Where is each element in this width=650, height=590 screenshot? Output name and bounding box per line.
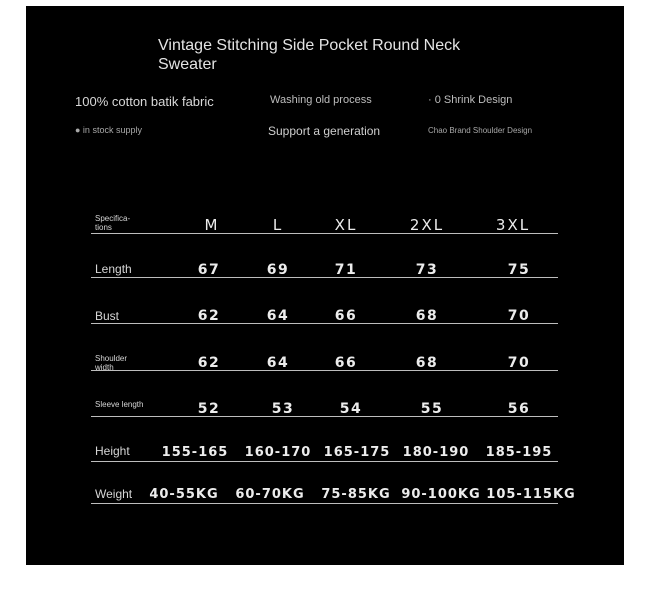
table-cell: 54: [339, 401, 363, 417]
table-cell: 64: [266, 308, 290, 324]
table-cell: 73: [415, 262, 439, 278]
table-cell: 68: [415, 308, 439, 324]
feature-stock-supply: ● in stock supply: [75, 125, 142, 135]
header-label: Specifica-tions: [95, 214, 131, 232]
table-cell: 69: [266, 262, 290, 278]
feature-washing-process: Washing old process: [270, 94, 372, 106]
table-cell: 62: [197, 308, 221, 324]
row-label: Length: [95, 262, 132, 276]
table-cell: 53: [271, 401, 295, 417]
table-row: [91, 370, 558, 371]
table-cell: 68: [415, 355, 439, 371]
table-cell: 185-195: [485, 445, 553, 460]
size-header: M: [204, 216, 220, 234]
size-header: 3XL: [495, 216, 531, 234]
size-chart-card: [26, 6, 624, 565]
size-header: L: [272, 216, 284, 234]
table-cell: 56: [507, 401, 531, 417]
table-cell: 180-190: [402, 445, 470, 460]
table-cell: 90-100KG: [401, 487, 481, 502]
row-label: Bust: [95, 309, 120, 323]
row-label: Height: [95, 444, 130, 458]
size-header: XL: [334, 216, 358, 234]
row-label: Shoulder width: [95, 354, 128, 372]
table-cell: 71: [334, 262, 358, 278]
table-cell: 62: [197, 355, 221, 371]
table-cell: 155-165: [161, 445, 229, 460]
table-header-row: [91, 233, 558, 234]
table-row: [91, 323, 558, 324]
table-row: [91, 461, 558, 462]
table-row: [91, 416, 558, 417]
table-cell: 60-70KG: [235, 487, 305, 502]
table-cell: 105-115KG: [486, 487, 576, 502]
table-cell: 75: [507, 262, 531, 278]
table-cell: 165-175: [323, 445, 391, 460]
row-label: Weight: [95, 487, 133, 501]
size-header: 2XL: [409, 216, 445, 234]
feature-support-generation: Support a generation: [268, 124, 381, 138]
table-row: [91, 503, 558, 504]
table-cell: 52: [197, 401, 221, 417]
table-cell: 64: [266, 355, 290, 371]
product-title: Vintage Stitching Side Pocket Round Neck Sweater: [158, 37, 461, 73]
table-cell: 160-170: [244, 445, 312, 460]
feature-shrink-design: · 0 Shrink Design: [428, 94, 513, 106]
table-cell: 70: [507, 308, 531, 324]
table-row: [91, 277, 558, 278]
feature-shoulder-design: Chao Brand Shoulder Design: [428, 126, 533, 135]
table-cell: 67: [197, 262, 221, 278]
feature-cotton-fabric: 100% cotton batik fabric: [75, 94, 214, 109]
row-label: Sleeve length: [95, 400, 144, 409]
table-cell: 66: [334, 355, 358, 371]
table-cell: 75-85KG: [321, 487, 391, 502]
table-cell: 70: [507, 355, 531, 371]
table-cell: 40-55KG: [149, 487, 219, 502]
table-cell: 55: [420, 401, 444, 417]
table-cell: 66: [334, 308, 358, 324]
